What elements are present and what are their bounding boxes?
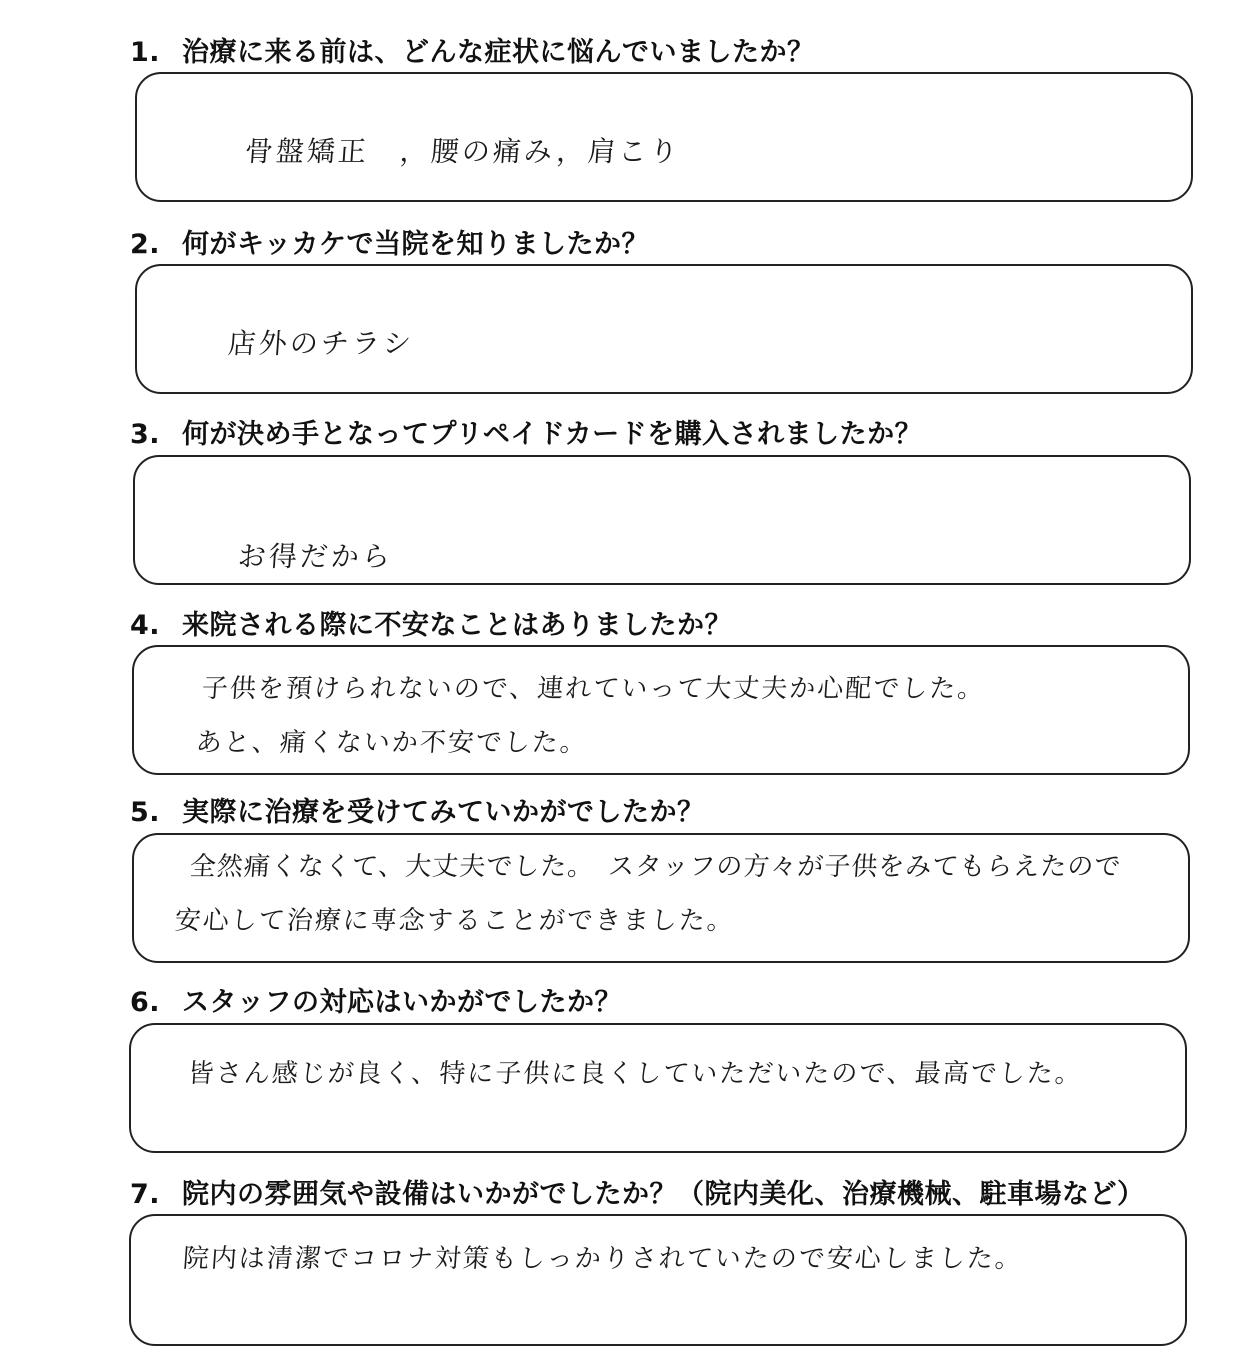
question-4 [130, 603, 732, 642]
question-6 [130, 980, 622, 1019]
question-text: 何が決め手となってプリペイドカードを購入されましたか？ [182, 419, 923, 450]
answer-3-line-1: お得だから [236, 540, 395, 573]
question-text: 実際に治療を受けてみていかがでしたか？ [182, 797, 705, 828]
question-2 [130, 222, 649, 261]
answer-1-line-1: 骨盤矯正 ，腰の痛み，肩こり [243, 135, 682, 168]
question-text: 何がキッカケで当院を知りましたか？ [182, 229, 649, 260]
answer-2-line-1: 店外のチラシ [226, 327, 416, 360]
question-number: 5. [130, 797, 161, 828]
question-number: 2. [130, 229, 161, 260]
question-number: 6. [130, 987, 161, 1018]
question-number: 3. [130, 419, 161, 450]
answer-box-7 [129, 1214, 1187, 1346]
answer-5-line-2: 安心して治療に専念することができました。 [173, 906, 736, 936]
question-7 [130, 1172, 1145, 1211]
question-3 [130, 412, 922, 451]
question-number: 1. [130, 37, 161, 68]
answer-7-line-1: 院内は清潔でコロナ対策もしっかりされていたので安心しました。 [181, 1244, 1024, 1274]
question-text: 来院される際に不安なことはありましたか？ [182, 610, 732, 641]
question-5 [130, 790, 705, 829]
question-text: 院内の雰囲気や設備はいかがでしたか？（院内美化、治療機械、駐車場など） [182, 1179, 1145, 1210]
answer-4-line-2: あと、痛くないか不安でした。 [194, 728, 589, 758]
question-number: 7. [130, 1179, 161, 1210]
question-text: スタッフの対応はいかがでしたか？ [182, 987, 622, 1018]
question-number: 4. [130, 610, 161, 641]
question-1 [130, 30, 815, 69]
answer-4-line-1: 子供を預けられないので、連れていって大丈夫か心配でした。 [200, 674, 987, 704]
question-text: 治療に来る前は、どんな症状に悩んでいましたか？ [182, 37, 815, 68]
answer-5-line-1: 全然痛くなくて、大丈夫でした。 スタッフの方々が子供をみてもらえたので [188, 852, 1123, 882]
answer-6-line-1: 皆さん感じが良く、特に子供に良くしていただいたので、最高でした。 [186, 1059, 1084, 1089]
